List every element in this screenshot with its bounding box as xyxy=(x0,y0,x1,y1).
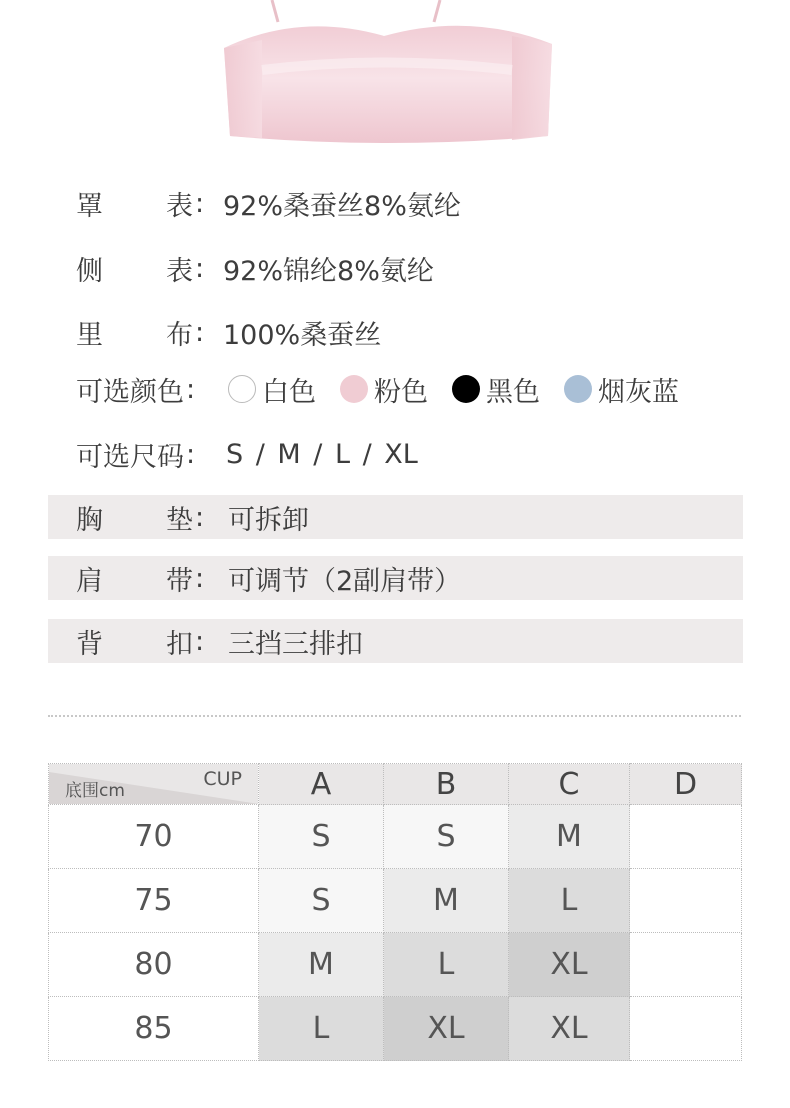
spec-row-colors xyxy=(48,367,743,411)
spec-colon: : xyxy=(195,252,205,284)
spec-label-char-1: 里 xyxy=(76,319,103,351)
product-image xyxy=(0,0,790,150)
color-name: 黑色 xyxy=(486,376,540,408)
spec-colon: : xyxy=(186,373,196,405)
color-swatch-smoky-blue xyxy=(564,375,592,403)
color-swatch-white xyxy=(228,375,256,403)
size-cell: S xyxy=(259,869,384,933)
spec-value-strap: 可调节（2副肩带） xyxy=(228,565,462,597)
spec-row-side-face xyxy=(48,246,743,290)
spec-colon: : xyxy=(195,501,205,533)
corner-label-cup: CUP xyxy=(203,768,242,790)
size-chart-corner-cell xyxy=(49,764,259,805)
size-cell: XL xyxy=(509,933,630,997)
band-size-cell: 70 xyxy=(49,805,259,869)
color-name: 粉色 xyxy=(374,376,428,408)
spec-colon: : xyxy=(195,625,205,657)
spec-value-side-face: 92%锦纶8%氨纶 xyxy=(223,255,434,287)
spec-row-clasp xyxy=(48,619,743,663)
size-cell: L xyxy=(259,997,384,1061)
size-chart-row xyxy=(49,997,742,1061)
color-option-smoky-blue xyxy=(564,370,679,409)
spec-label-char-2: 带 xyxy=(166,565,193,597)
spec-value-pad: 可拆卸 xyxy=(228,504,309,536)
spec-row-cup-face xyxy=(48,181,743,225)
corner-label-band: 底围cm xyxy=(65,781,125,801)
size-cell xyxy=(630,869,742,933)
spec-value-lining: 100%桑蚕丝 xyxy=(223,319,382,351)
color-option-black xyxy=(452,370,540,409)
section-divider xyxy=(48,715,741,717)
color-swatch-pink xyxy=(340,375,368,403)
cup-header-a: A xyxy=(259,764,384,805)
size-chart-row xyxy=(49,933,742,997)
spec-label-char-2: 扣 xyxy=(166,628,193,660)
size-chart-header-row xyxy=(49,764,742,805)
spec-value-cup-face: 92%桑蚕丝8%氨纶 xyxy=(223,190,461,222)
spec-label-char-2: 表 xyxy=(166,190,193,222)
spec-colon: : xyxy=(195,562,205,594)
spec-label-sizes: 可选尺码 xyxy=(76,441,184,473)
color-options xyxy=(228,370,703,409)
size-cell: M xyxy=(509,805,630,869)
spec-label-char-1: 背 xyxy=(76,628,103,660)
spec-value-clasp: 三挡三排扣 xyxy=(228,628,363,660)
spec-colon: : xyxy=(195,187,205,219)
spec-label-char-1: 肩 xyxy=(76,565,103,597)
size-cell: XL xyxy=(509,997,630,1061)
size-cell xyxy=(630,805,742,869)
size-cell: XL xyxy=(384,997,509,1061)
band-size-cell: 80 xyxy=(49,933,259,997)
spec-label-colors: 可选颜色 xyxy=(76,376,184,408)
size-cell: S xyxy=(259,805,384,869)
color-option-white xyxy=(228,370,316,409)
cup-header-b: B xyxy=(384,764,509,805)
cup-header-d: D xyxy=(630,764,742,805)
spec-label-char-1: 胸 xyxy=(76,504,103,536)
size-chart-row xyxy=(49,869,742,933)
spec-colon: : xyxy=(195,316,205,348)
spec-row-strap xyxy=(48,556,743,600)
size-cell: L xyxy=(384,933,509,997)
size-cell: S xyxy=(384,805,509,869)
color-option-pink xyxy=(340,370,428,409)
band-size-cell: 75 xyxy=(49,869,259,933)
spec-value-sizes: S / M / L / XL xyxy=(226,438,418,470)
size-chart-table xyxy=(48,763,742,1061)
size-cell xyxy=(630,997,742,1061)
size-cell xyxy=(630,933,742,997)
cup-header-c: C xyxy=(509,764,630,805)
band-size-cell: 85 xyxy=(49,997,259,1061)
color-name: 白色 xyxy=(262,376,316,408)
color-swatch-black xyxy=(452,375,480,403)
spec-label-char-1: 侧 xyxy=(76,255,103,287)
spec-row-sizes xyxy=(48,432,743,476)
size-cell: M xyxy=(384,869,509,933)
size-cell: M xyxy=(259,933,384,997)
spec-colon: : xyxy=(186,438,196,470)
size-cell: L xyxy=(509,869,630,933)
spec-label-char-2: 垫 xyxy=(166,504,193,536)
size-chart-row xyxy=(49,805,742,869)
spec-label-char-1: 罩 xyxy=(76,190,103,222)
spec-label-char-2: 表 xyxy=(166,255,193,287)
spec-row-lining xyxy=(48,310,743,354)
color-name: 烟灰蓝 xyxy=(598,376,679,408)
spec-row-pad xyxy=(48,495,743,539)
spec-label-char-2: 布 xyxy=(166,319,193,351)
